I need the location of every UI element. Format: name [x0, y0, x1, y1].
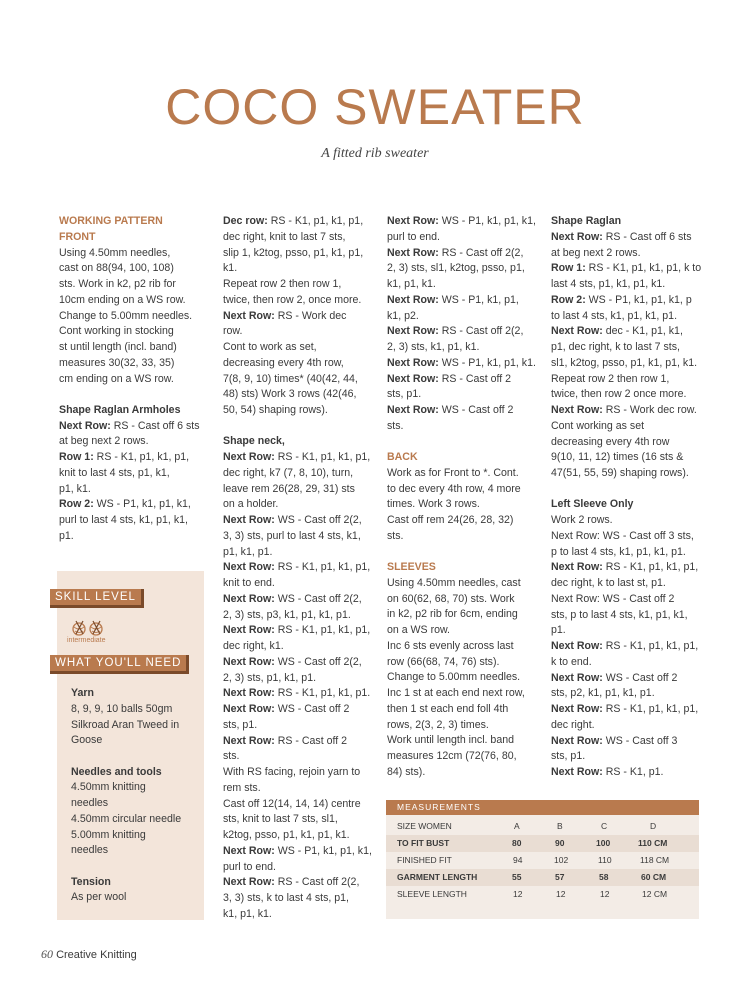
- instruction-row: [223, 686, 383, 702]
- page-title: COCO SWEATER: [165, 79, 585, 135]
- instruction-row: [387, 246, 547, 293]
- row-label: Next Row:: [223, 592, 275, 605]
- row-text: RS - Cast off 6 sts at beg next 2 rows.: [59, 419, 200, 448]
- instruction-row: [223, 450, 383, 513]
- table-row: [386, 818, 699, 835]
- column-front-cont: [223, 214, 383, 923]
- row-label: Next Row:: [387, 215, 439, 227]
- row-label: Next Row:: [223, 876, 275, 889]
- instruction-row: [223, 623, 383, 655]
- row-label: Next Row:: [551, 230, 603, 243]
- row-text: WS - P1, k1, p1, k1, purl to end.: [223, 844, 372, 873]
- row-label: Next Row:: [223, 734, 275, 747]
- size-a: 12: [513, 889, 523, 899]
- shape-neck-heading: Shape neck,: [223, 435, 285, 448]
- instruction-row: [223, 734, 383, 766]
- row-text: RS - Cast off 2 sts.: [223, 734, 348, 763]
- left-sleeve-heading: Left Sleeve Only: [551, 498, 634, 511]
- row-label: Next Row:: [387, 293, 439, 306]
- row-label: Next Row:: [551, 404, 603, 416]
- instruction-row: [551, 671, 711, 703]
- size-b: 57: [555, 872, 565, 882]
- column-back-sleeves: [387, 214, 547, 781]
- skill-level-tag: SKILL LEVEL: [50, 589, 144, 608]
- row-text: WS - P1, k1, p1, k1.: [438, 356, 536, 369]
- skill-level-caption: intermediate: [67, 637, 106, 644]
- size-a: 55: [512, 872, 522, 882]
- raglan-armholes-heading: Shape Raglan Armholes: [59, 403, 181, 416]
- instruction-row: [59, 450, 214, 497]
- row-text: RS - K1, p1, k1, p1, dec right, k1.: [223, 624, 371, 652]
- instruction-row: [223, 844, 383, 876]
- row-label: Next Row:: [551, 703, 603, 715]
- instruction-row: [551, 230, 711, 262]
- instruction-row: [59, 419, 214, 451]
- row-label: Row 2:: [59, 498, 94, 511]
- row-label: SIZE WOMEN: [397, 821, 452, 831]
- instruction-row: [551, 765, 711, 781]
- tension-text: As per wool: [71, 891, 127, 904]
- instruction-row: [551, 734, 711, 766]
- row-text: RS - K1, p1, k1, p1, knit to last 4 sts, p1, k1, p1, k1.: [59, 451, 190, 495]
- sleeves-text: Using 4.50mm needles, cast on 60(62, 68, 70) sts. Work in k2, p2 rib for 6cm, ending on a WS row. Inc 6 sts evenly across last row (66(68, 74, 76) sts). Change to 5.00mm needles. Inc 1 st at each end next row, then 1 st each end foll 4th rows, 2(3, 2, 3) times. Work until length incl. band measures 12cm (72(76, 80, 84) sts).: [387, 576, 525, 778]
- size-b: 12: [556, 889, 566, 899]
- instruction-row: [387, 372, 547, 404]
- instruction-row: [387, 324, 547, 356]
- row-label: Next Row:: [59, 419, 111, 432]
- row-label: Dec row:: [223, 215, 268, 227]
- column-front: [59, 214, 214, 545]
- shape-raglan-heading: Shape Raglan: [551, 215, 622, 227]
- size-b: B: [557, 821, 563, 831]
- row-text: WS - Cast off 2(2, 2, 3) sts, p3, k1, p1, k1, p1.: [223, 592, 362, 621]
- size-c: C: [601, 821, 608, 831]
- instruction-row: [551, 639, 711, 671]
- row-text: RS - Cast off 2(2, 3, 3) sts, k to last 4 sts, p1, k1, p1, k1.: [223, 876, 360, 920]
- row-label: Next Row:: [223, 655, 275, 668]
- instruction-row: [551, 293, 711, 325]
- back-heading: BACK: [387, 451, 418, 463]
- row-text: WS - P1, k1, p1, k1, p2.: [387, 293, 519, 322]
- yarn-heading: Yarn: [71, 687, 94, 699]
- instruction-row: [551, 261, 711, 293]
- row-text: RS - Cast off 2 sts, p1.: [387, 372, 512, 401]
- row-label: Next Row:: [223, 624, 275, 637]
- back-text: Work as for Front to *. Cont. to dec every 4th row, 4 more times. Work 3 rows. Cast off rem 24(26, 28, 32) sts.: [387, 466, 521, 542]
- row-label: Next Row:: [551, 766, 603, 778]
- instruction-row: [387, 214, 547, 246]
- size-c: 110: [598, 855, 612, 865]
- row-label: Next Row:: [223, 561, 275, 574]
- front-intro: Using 4.50mm needles, cast on 88(94, 100, 108) sts. Work in k2, p2 rib for 10cm ending on a WS row. Change to 5.00mm needles. Cont working in stocking st until length (incl. band) measures 30(32, 33, 35) cm ending on a WS row.: [59, 246, 193, 385]
- size-a: 80: [512, 838, 522, 848]
- page-number: 60: [41, 947, 53, 961]
- front-heading: WORKING PATTERN FRONT: [59, 215, 163, 243]
- instruction-row: [551, 702, 711, 734]
- row-label: Row 2:: [551, 293, 586, 306]
- row-text: RS - K1, p1, k1, p1, k to end.: [551, 640, 699, 668]
- row-text: WS - P1, k1, p1, k1, purl to last 4 sts, k1, p1, k1, p1.: [59, 498, 191, 542]
- measurements-heading: MEASUREMENTS: [386, 800, 699, 815]
- row-text: WS - P1, k1, p1, k1, purl to end.: [387, 215, 536, 243]
- materials-list: [71, 686, 201, 906]
- row-label: Next Row:: [551, 325, 603, 338]
- size-c: 12: [600, 889, 610, 899]
- row-label: Next Row:: [223, 514, 275, 526]
- row-text: WS - Cast off 2(2, 3, 3) sts, purl to last 4 sts, k1, p1, k1, p1.: [223, 514, 362, 558]
- row-text: RS - K1, p1, k1, p1, dec right, k to last st, p1. Next Row: WS - Cast off 2 sts, p to last 4 sts, k1, p1, k1, p1.: [551, 561, 699, 637]
- row-label: FINISHED FIT: [397, 855, 452, 865]
- sleeves-heading: SLEEVES: [387, 561, 436, 573]
- tension-heading: Tension: [71, 875, 111, 888]
- table-row: [386, 852, 699, 869]
- row-text: RS - Work dec row.: [223, 309, 347, 338]
- row-label: Next Row:: [387, 356, 439, 369]
- instruction-text: Cont to work as set, decreasing every 4th row, 7(8, 9, 10) times* (40(42, 44, 48) sts) Work 3 rows (42(46, 50, 54) shaping rows).: [223, 341, 358, 416]
- row-text: WS - Cast off 3 sts, p1.: [551, 734, 678, 763]
- yarn-text: 8, 9, 9, 10 balls 50gm Silkroad Aran Tweed in Goose: [71, 702, 180, 747]
- row-text: RS - K1, p1, k1, p1, dec right, k7 (7, 8, 10), turn, leave rem 26(28, 29, 31) sts on a holder.: [223, 451, 371, 511]
- page-footer: [41, 947, 137, 962]
- row-text: WS - Cast off 2(2, 2, 3) sts, p1, k1, p1.: [223, 655, 362, 684]
- row-label: Next Row:: [223, 844, 275, 857]
- row-label: Next Row:: [223, 703, 275, 715]
- row-label: Row 1:: [59, 451, 94, 463]
- row-text: WS - Cast off 2 sts, p1.: [223, 703, 350, 731]
- row-label: SLEEVE LENGTH: [397, 889, 467, 899]
- instruction-row: [551, 403, 711, 482]
- instruction-row: [223, 214, 383, 309]
- row-text: RS - Cast off 2(2, 2, 3) sts, k1, p1, k1.: [387, 325, 524, 353]
- row-text: WS - Cast off 2 sts, p2, k1, p1, k1, p1.: [551, 671, 678, 700]
- row-label: TO FIT BUST: [397, 838, 450, 848]
- instruction-row: [551, 324, 711, 403]
- row-text: RS - Cast off 2(2, 2, 3) sts, sl1, k2tog, psso, p1, k1, p1, k1.: [387, 246, 525, 290]
- instruction-text: With RS facing, rejoin yarn to rem sts. Cast off 12(14, 14, 14) centre sts, knit to last 7 sts, sl1, k2tog, psso, p1, k1, p1, k1.: [223, 766, 361, 841]
- instruction-row: [387, 403, 547, 435]
- size-d: 60 CM: [641, 872, 667, 882]
- size-a: 94: [513, 855, 523, 865]
- row-label: Next Row:: [387, 372, 439, 385]
- row-text: dec - K1, p1, k1, p1, dec right, k to last 7 sts, sl1, k2tog, psso, p1, k1, p1, k1. Repeat row 2 then row 1, twice, then row 2 once more.: [551, 325, 698, 401]
- size-c: 100: [596, 838, 611, 848]
- row-label: Next Row:: [223, 687, 275, 700]
- page-subtitle: A fitted rib sweater: [321, 146, 429, 161]
- instruction-row: [223, 875, 383, 922]
- row-label: Next Row:: [551, 734, 603, 747]
- publication-name: Creative Knitting: [56, 949, 137, 961]
- instruction-row: [59, 497, 214, 544]
- row-text: WS - P1, k1, p1, k1, p to last 4 sts, k1, p1, k1, p1.: [551, 293, 692, 322]
- what-you-need-tag: WHAT YOU'LL NEED: [50, 655, 189, 674]
- size-b: 90: [555, 838, 565, 848]
- instruction-row: [223, 592, 383, 624]
- row-text: RS - K1, p1, k1, p1, dec right, knit to last 7 sts, slip 1, k2tog, psso, p1, k1, p1, k1. Repeat row 2 then row 1, twice, then row 2, once more.: [223, 215, 364, 306]
- instruction-row: [387, 356, 547, 372]
- row-text: WS - Cast off 2 sts.: [387, 404, 514, 432]
- needles-heading: Needles and tools: [71, 765, 162, 778]
- row-label: Next Row:: [223, 451, 275, 463]
- row-label: GARMENT LENGTH: [397, 872, 478, 882]
- row-label: Next Row:: [223, 309, 275, 322]
- row-label: Next Row:: [387, 325, 439, 338]
- instruction-row: [387, 293, 547, 325]
- left-sleeve-text: Work 2 rows. Next Row: WS - Cast off 3 sts, p to last 4 sts, k1, p1, k1, p1.: [551, 514, 694, 558]
- size-d: D: [650, 821, 657, 831]
- table-row: [386, 869, 699, 886]
- size-b: 102: [554, 855, 569, 865]
- size-c: 58: [599, 872, 609, 882]
- instruction-row: [223, 513, 383, 560]
- needles-text: 4.50mm knitting needles 4.50mm circular needle 5.00mm knitting needles: [71, 781, 182, 857]
- row-label: Next Row:: [551, 640, 603, 652]
- row-label: Next Row:: [387, 246, 439, 259]
- row-text: RS - Work dec row. Cont working as set decreasing every 4th row 9(10, 11, 12) times (16 sts & 47(51, 55, 59) shaping rows).: [551, 404, 697, 479]
- instruction-row: [551, 560, 711, 639]
- row-label: Next Row:: [551, 671, 603, 684]
- row-text: RS - Cast off 6 sts at beg next 2 rows.: [551, 230, 692, 259]
- size-d: 118 CM: [640, 855, 670, 865]
- row-label: Next Row:: [551, 561, 603, 574]
- row-text: RS - K1, p1, k1, p1.: [274, 687, 371, 700]
- row-text: RS - K1, p1, k1, p1, k to last 4 sts, p1, k1, p1, k1.: [551, 262, 702, 290]
- column-raglan-sleeve: [551, 214, 711, 781]
- instruction-row: [223, 560, 383, 592]
- row-text: RS - K1, p1.: [602, 766, 664, 778]
- size-d: 12 CM: [642, 889, 668, 899]
- row-label: Row 1:: [551, 262, 586, 275]
- instruction-row: [223, 309, 383, 341]
- row-label: Next Row:: [387, 404, 439, 416]
- instruction-row: [223, 655, 383, 687]
- measurements-table: [386, 800, 699, 919]
- table-row: [386, 835, 699, 852]
- row-text: RS - K1, p1, k1, p1, knit to end.: [223, 561, 371, 589]
- instruction-row: [223, 702, 383, 734]
- table-row: [386, 886, 699, 903]
- size-d: 110 CM: [638, 838, 668, 848]
- size-a: A: [514, 821, 520, 831]
- row-text: RS - K1, p1, k1, p1, dec right.: [551, 703, 699, 731]
